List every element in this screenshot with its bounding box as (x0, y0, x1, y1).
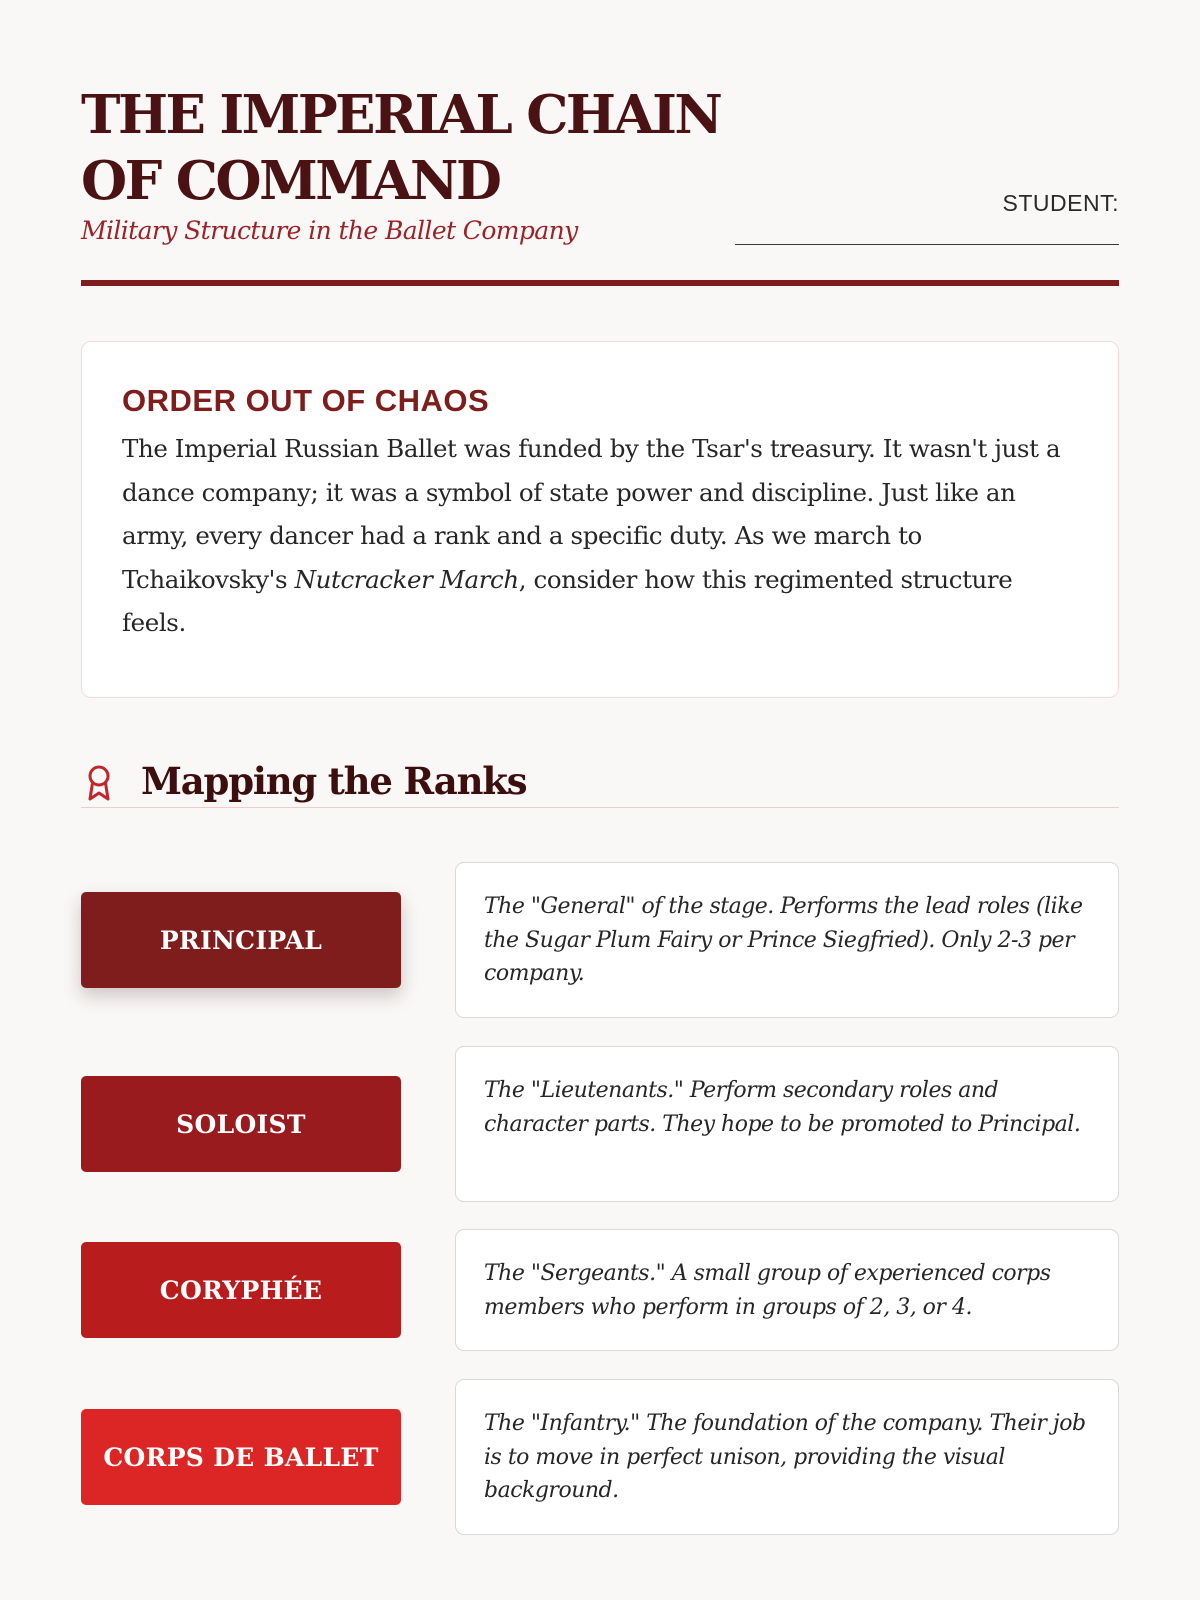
intro-text-start: The Imperial Russian Ballet was funded by the Tsar's treasury. It wasn't just a dance company; it was a symbol of state power and discipline. Just like an army, every dancer had a rank and a specific duty. As we march to Tchaikovsky's (122, 434, 1061, 594)
page-title-line-1: THE IMPERIAL CHAIN (81, 84, 721, 146)
section-heading (81, 755, 1119, 808)
student-label: STUDENT: (1002, 190, 1119, 216)
rank-badge-coryphee: CORYPHÉE (81, 1242, 401, 1338)
intro-text-end: , consider how this regimented structure feels. (122, 564, 1013, 637)
intro-text-italic: Nutcracker March (294, 564, 519, 594)
page-subtitle: Military Structure in the Ballet Company (81, 216, 578, 245)
intro-heading: ORDER OUT OF CHAOS (122, 383, 490, 418)
rank-description-coryphee: The "Sergeants." A small group of experienced corps members who perform in groups of 2, 3, or 4. (455, 1229, 1119, 1351)
rank-description-corps-de-ballet: The "Infantry." The foundation of the company. Their job is to move in perfect unison, providing the visual background. (455, 1379, 1119, 1535)
student-name-field[interactable] (735, 244, 1119, 245)
rank-badge-principal: PRINCIPAL (81, 892, 401, 988)
worksheet-header (81, 0, 1119, 287)
header-divider (81, 280, 1119, 286)
page-title (81, 82, 720, 214)
rank-description-soloist: The "Lieutenants." Perform secondary roles and character parts. They hope to be promoted to Principal. (455, 1046, 1119, 1202)
intro-paragraph (122, 427, 1078, 645)
rank-badge-soloist: SOLOIST (81, 1076, 401, 1172)
intro-card (81, 341, 1119, 698)
rank-description-principal: The "General" of the stage. Performs the lead roles (like the Sugar Plum Fairy or Prince Siegfried). Only 2-3 per company. (455, 862, 1119, 1018)
page-title-line-2: OF COMMAND (81, 150, 500, 212)
rank-badge-corps-de-ballet: CORPS DE BALLET (81, 1409, 401, 1505)
section-title: Mapping the Ranks (141, 759, 527, 803)
award-ribbon-icon (85, 764, 113, 802)
